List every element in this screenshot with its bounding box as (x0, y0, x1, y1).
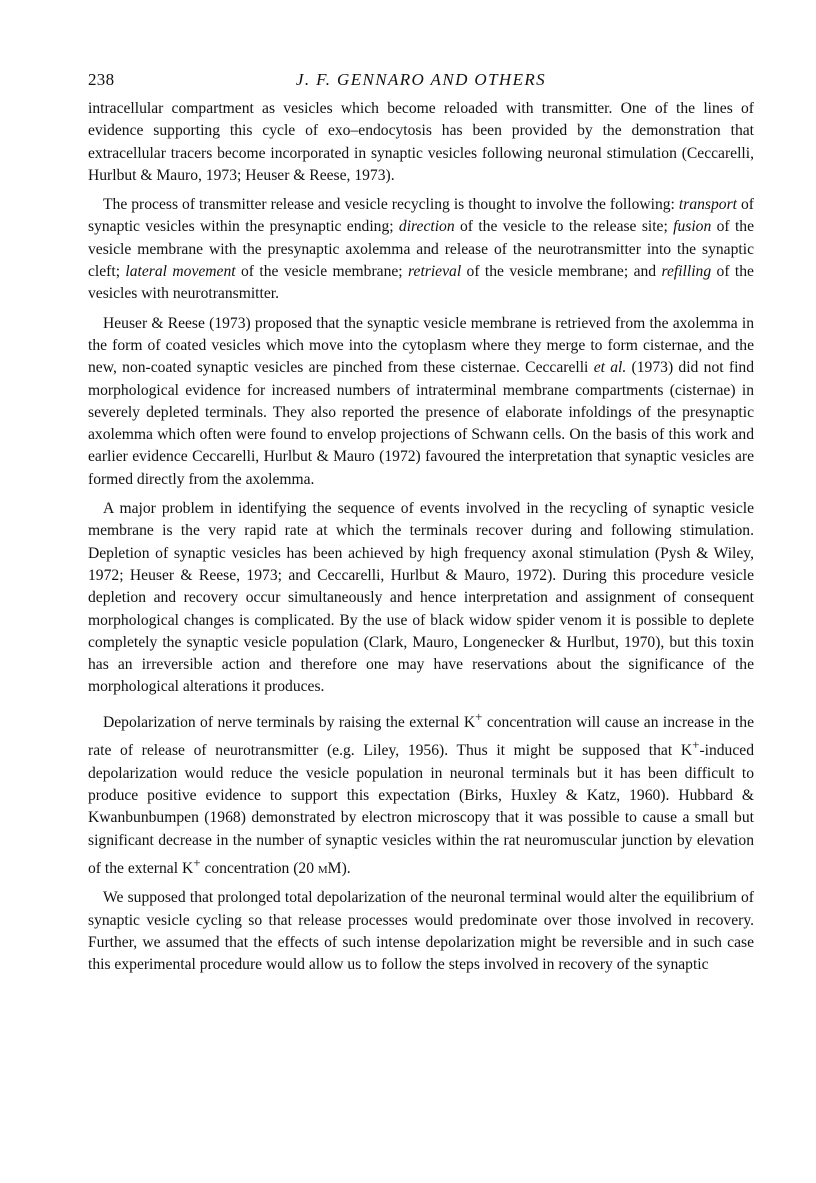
text-run: concentration will cause an increase in the rate of release of neurotransmitter (e.g. Liley, 1956). Thus it might be supposed that K (88, 713, 754, 760)
paragraph (88, 194, 754, 305)
superscript: + (692, 737, 700, 753)
page-number: 238 (88, 70, 115, 89)
italic-text: retrieval (408, 263, 462, 281)
text-run: Heuser & Reese (1973) proposed that the synaptic vesicle membrane is retrieved from the axolemma in the form of coated vesicles which move into the cytoplasm where they merge to form cisternae, and the new, non-coated synaptic vesicles are pinched from these cisternae. Ceccarelli (88, 314, 754, 377)
italic-text: lateral movement (125, 263, 236, 281)
italic-text: transport (678, 196, 737, 214)
text-run: A major problem in identifying the sequence of events involved in the recycling of synaptic vesicle membrane is the very rapid rate at which the terminals recover during and following stimulation. Depletion of synaptic vesicles has been achieved by high frequency axonal stimulation (Pysh & Wiley, 1972; Heuser & Reese, 1973; and Ceccarelli, Hurlbut & Mauro, 1972). During this procedure vesicle depletion and recovery occur simultaneously and hence interpretation and assignment of consequent morphological changes is complicated. By the use of black widow spider venom it is possible to deplete completely the synaptic vesicle population (Clark, Mauro, Longenecker & Hurlbut, 1970), but this toxin has an irreversible action and therefore one may have reservations about the significance of the morphological alterations it produces. (88, 500, 754, 696)
body-text (88, 98, 754, 977)
running-head: J. F. GENNARO AND OTHERS (295, 70, 547, 89)
text-run: intracellular compartment as vesicles which become reloaded with transmitter. One of the lines of evidence supporting this cycle of exo–endocytosis has been provided by the demonstration that extracellular tracers become incorporated in synaptic vesicles following neuronal stimulation (Ceccarelli, Hurlbut & Mauro, 1973; Heuser & Reese, 1973). (88, 100, 754, 184)
paragraph (88, 313, 754, 491)
paragraph (88, 706, 754, 881)
text-run: (1973) did not find morphological evidence for increased numbers of intraterminal membrane compartments (cisternae) in severely depleted terminals. They also reported the presence of elaborate infoldings of the presynaptic axolemma which often were found to envelop projections of Schwann cells. On the basis of this work and earlier evidence Ceccarelli, Hurlbut & Mauro (1972) favoured the interpretation that synaptic vesicles are formed directly from the axolemma. (88, 359, 754, 488)
italic-text: fusion (673, 218, 712, 236)
superscript: + (475, 708, 483, 724)
text-run: The process of transmitter release and vesicle recycling is thought to involve the following: (103, 196, 679, 214)
page-header (88, 70, 754, 96)
text-run: of the vesicle membrane with the presynaptic axolemma and release of the neurotransmitter into the synaptic cleft; (88, 218, 754, 281)
paragraph (88, 887, 754, 976)
text-run: mM (317, 860, 342, 878)
text-run: of the vesicle membrane; and (461, 263, 662, 281)
journal-page (88, 70, 754, 984)
italic-text: et al. (593, 359, 627, 377)
text-run: of synaptic vesicles within the presynaptic ending; (88, 196, 754, 236)
text-run: ). (341, 860, 351, 878)
text-run: of the vesicle to the release site; (454, 218, 674, 236)
paragraph (88, 98, 754, 187)
text-run: of the vesicles with neurotransmitter. (88, 263, 754, 303)
paragraph (88, 498, 754, 699)
italic-text: direction (398, 218, 455, 236)
text-run: We supposed that prolonged total depolarization of the neuronal terminal would alter the equilibrium of synaptic vesicle cycling so that release processes would predominate over those involved in recovery. Further, we assumed that the effects of such intense depolarization might be reversible and in such case this experimental procedure would allow us to follow the steps involved in recovery of the synaptic (88, 889, 754, 974)
text-run: Depolarization of nerve terminals by raising the external K (103, 713, 476, 731)
superscript: + (193, 854, 201, 870)
text-run: concentration (20 (200, 860, 318, 878)
text-run: -induced depolarization would reduce the vesicle population in neuronal terminals but it has been difficult to produce positive evidence to support this expectation (Birks, Huxley & Katz, 1960). Hubbard & Kwanbunbumpen (1968) demonstrated by electron microscopy that it was possible to cause a small but significant decrease in the number of synaptic vesicles within the rat neuromuscular junction by elevation of the external K (88, 742, 754, 878)
text-run: of the vesicle membrane; (235, 263, 409, 281)
italic-text: refilling (661, 263, 712, 281)
